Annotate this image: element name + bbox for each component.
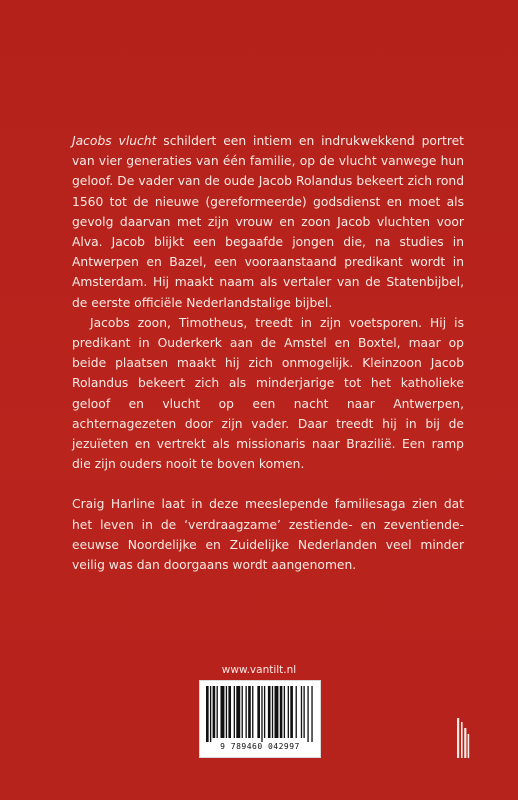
- book-title: Jacobs vlucht: [72, 134, 157, 148]
- barcode-bar: [264, 686, 265, 738]
- barcode-bar: [213, 686, 216, 738]
- barcode-bar: [234, 686, 235, 738]
- blurb-text: [72, 131, 464, 575]
- publisher-url: www.vantilt.nl: [221, 664, 297, 676]
- barcode-bar: [257, 686, 260, 738]
- barcode-bar: [246, 686, 247, 738]
- barcode-bar: [307, 686, 308, 742]
- vantilt-logo-icon: [456, 716, 470, 760]
- blurb-paragraph-3: Craig Harline laat in deze meeslepende familiesaga zien dat het leven in de ‘verdraagzame’ zestiende- en zeventiende-eeuwse Noordelijke en Zuidelijke Nederlanden veel minder veilig was dan doorgaans wordt aangenomen.: [72, 497, 464, 573]
- barcode-bars: [206, 686, 314, 742]
- barcode: [199, 680, 321, 758]
- barcode-bar: [288, 686, 289, 738]
- barcode-bar: [303, 686, 304, 738]
- barcode-bar: [248, 686, 251, 738]
- barcode-bar: [206, 686, 209, 742]
- barcode-bar: [296, 686, 297, 738]
- barcode-bar: [226, 686, 227, 738]
- barcode-bar: [220, 686, 224, 738]
- blurb-paragraph-2: Jacobs zoon, Timotheus, treedt in zijn voetsporen. Hij is predikant in Ouderkerk aan de Amstel en Boxtel, maar op beide plaatsen maakt hij zich onmogelijk. Kleinzoon Jacob Rolandus bekeert zich als minderjarige tot het katholieke geloof en vlucht op een nacht naar Antwerpen, achternagezeten door zijn vader. Daar treedt hij in bij de jezuïeten en vertrekt als missionaris naar Brazilië. Een ramp die zijn ouders nooit te boven komen.: [72, 315, 464, 472]
- barcode-bar: [311, 686, 312, 742]
- barcode-bar: [252, 686, 253, 738]
- barcode-bar: [284, 686, 285, 738]
- blurb-paragraph-1: [72, 131, 464, 313]
- isbn-digits: 9 789460 042997: [220, 742, 300, 751]
- barcode-bar: [242, 686, 243, 738]
- barcode-bar: [268, 686, 271, 738]
- barcode-bar: [228, 686, 231, 738]
- barcode-bar: [210, 686, 211, 742]
- barcode-bar: [217, 686, 218, 738]
- barcode-bar: [301, 686, 302, 738]
- barcode-bar: [280, 686, 283, 738]
- barcode-bar: [272, 686, 273, 738]
- barcode-bar: [261, 686, 262, 742]
- barcode-bar: [274, 686, 278, 738]
- barcode-bar: [290, 686, 293, 738]
- barcode-bar: [236, 686, 240, 738]
- blurb-paragraph-1-text: schildert een intiem en indrukwekkend portret van vier generaties van één familie, op de vlucht vanwege hun geloof. De vader van de oude Jacob Rolandus bekeert zich rond 1560 tot de nieuwe (gereformeerde) godsdienst en moet als gevolg daarvan met zijn vrouw en zoon Jacob vluchten voor Alva. Jacob blijkt een begaafde jongen die, na studies in Antwerpen en Bazel, een vooraanstaand predikant wordt in Amsterdam. Hij maakt naam als vertaler van de Statenbijbel, de eerste officiële Nederlandstalige bijbel.: [72, 134, 464, 310]
